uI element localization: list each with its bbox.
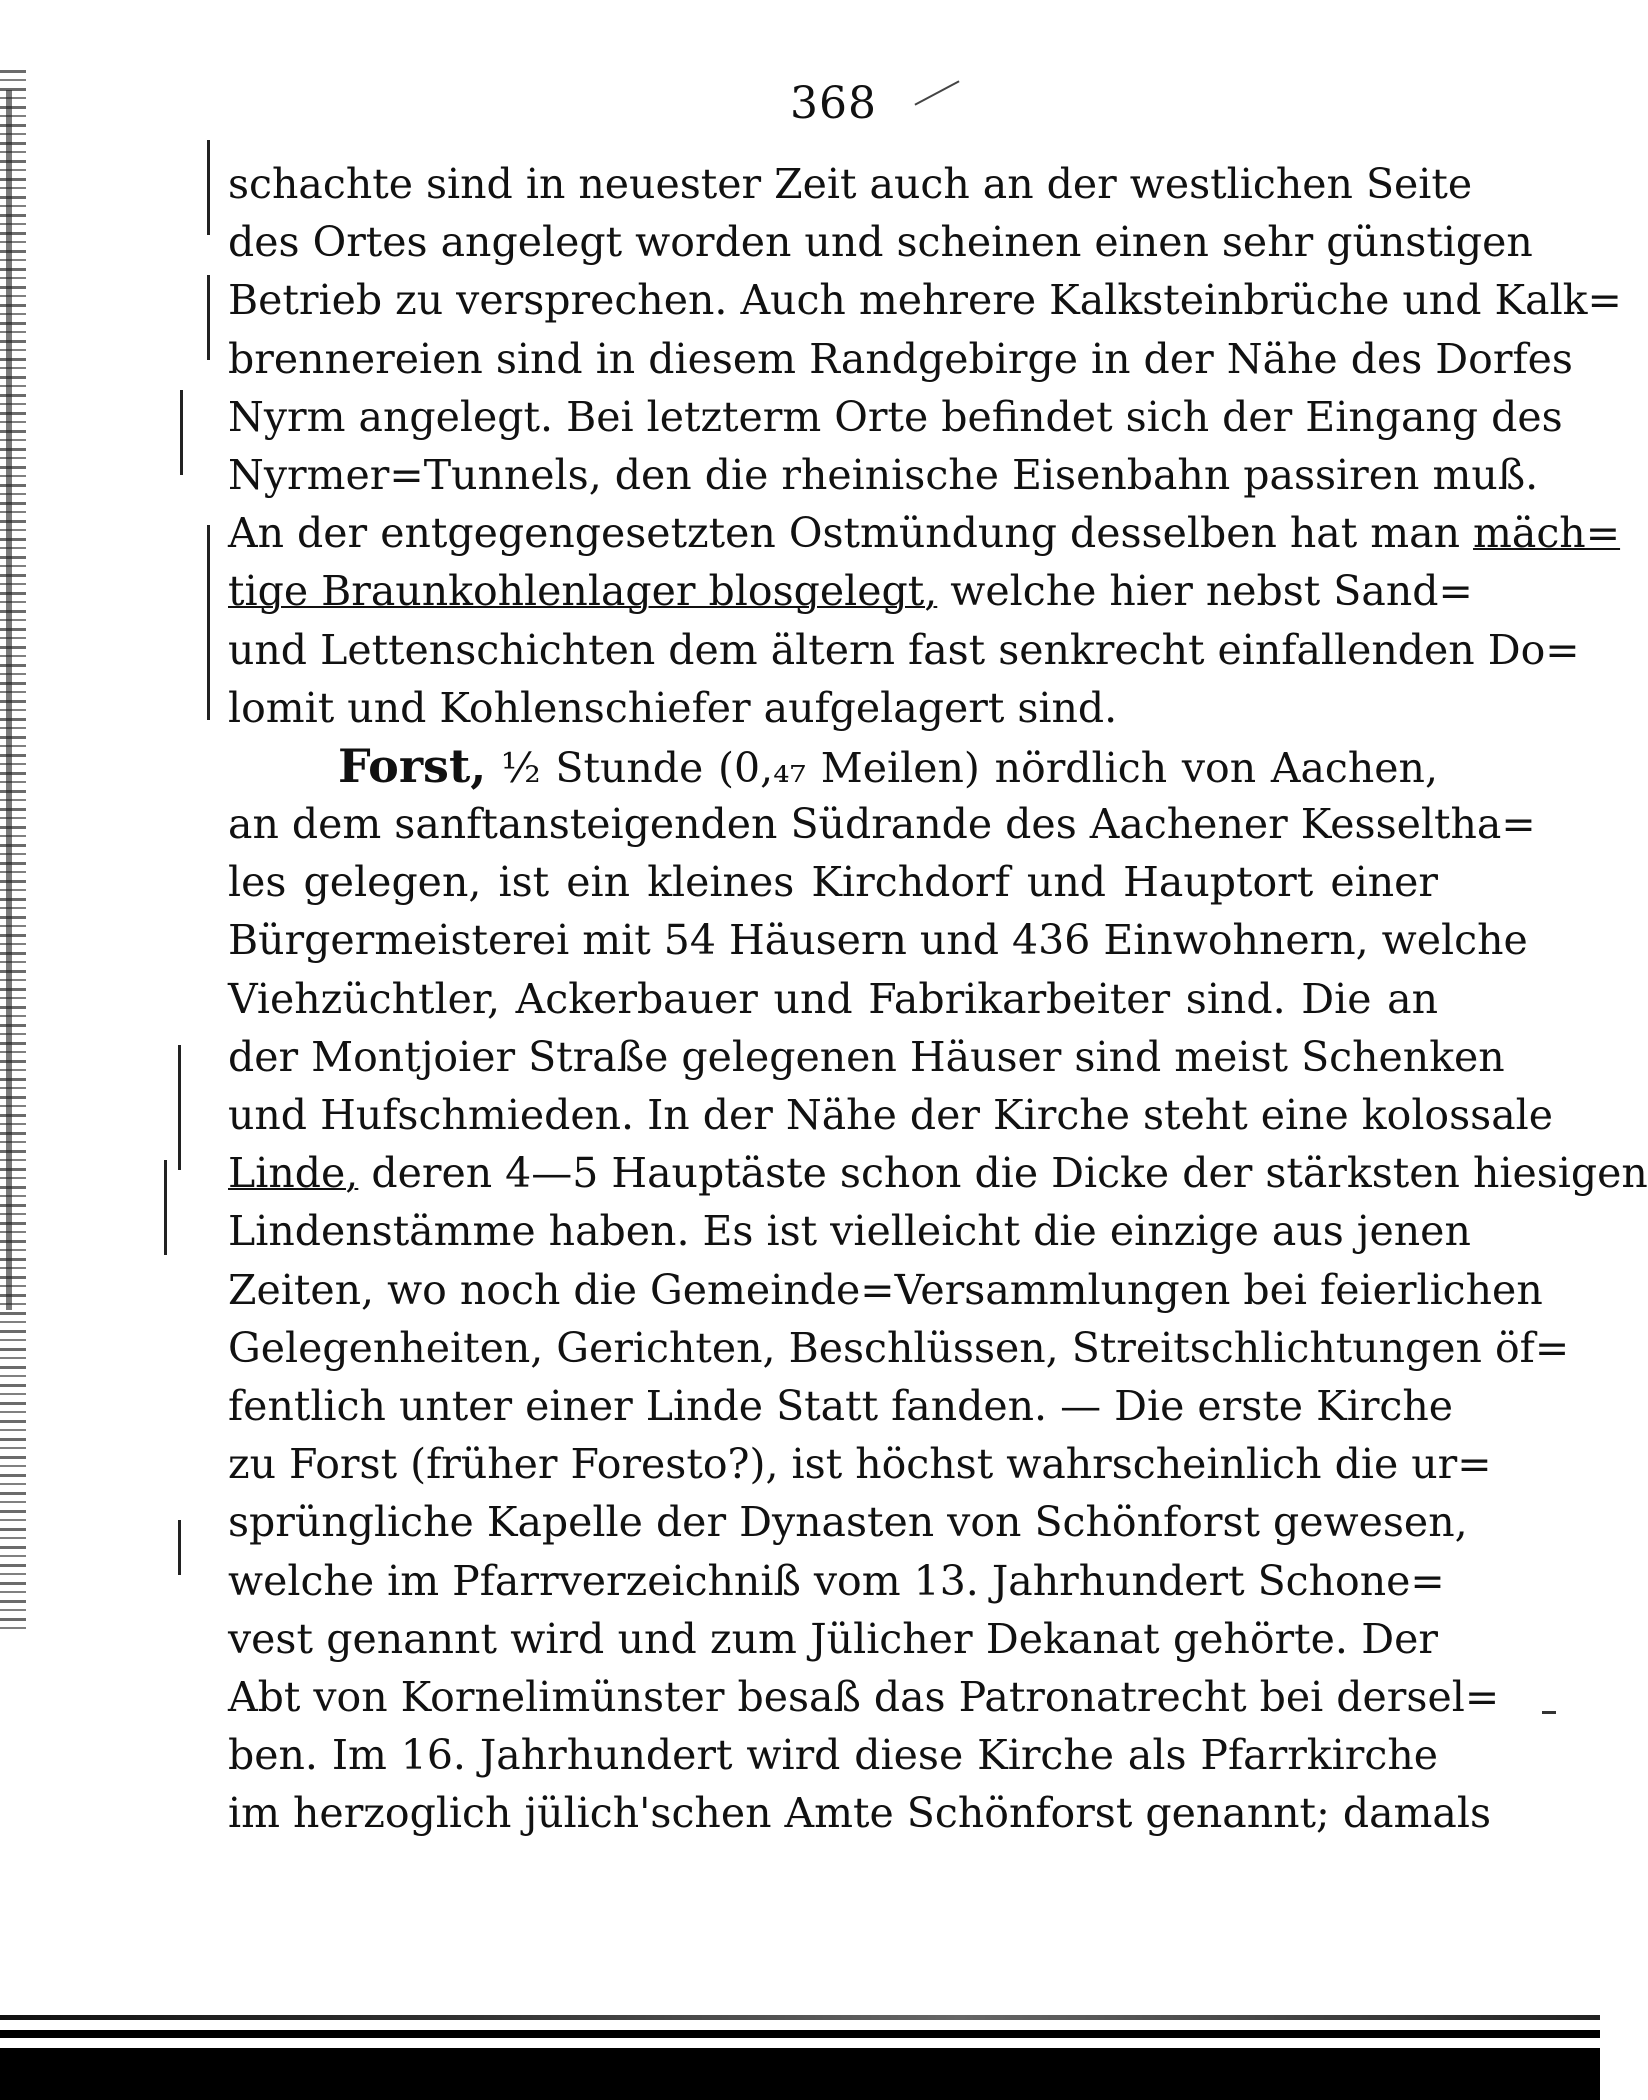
page-number: 368: [790, 78, 877, 129]
text-line: des Ortes angelegt worden und scheinen einen sehr günstigen: [228, 218, 1533, 267]
text-line-rest: welche hier nebst Sand=: [937, 567, 1473, 616]
text-line: schachte sind in neuester Zeit auch an der westlichen Seite: [228, 160, 1473, 208]
text-line: im herzoglich jülich'schen Amte Schönforst genannt; damals: [228, 1789, 1492, 1838]
text-line: zu Forst (früher Foresto?), ist höchst wahrscheinlich die ur=: [228, 1440, 1492, 1489]
body-text: [228, 155, 1648, 1842]
text-line: welche im Pfarrverzeichniß vom 13. Jahrhundert Schone=: [228, 1556, 1445, 1605]
entry-first-line: [228, 737, 1438, 795]
text-line: Nyrmer=Tunnels, den die rheinische Eisenbahn passiren muß.: [228, 450, 1539, 499]
text-line-linde: [228, 1144, 1648, 1202]
margin-mark: [178, 1045, 181, 1170]
margin-mark: [207, 140, 210, 235]
text-line: [228, 504, 1621, 562]
entry-headword: Forst,: [338, 738, 487, 793]
text-line: fentlich unter einer Linde Statt fanden. — Die erste Kirche: [228, 1381, 1454, 1430]
pencil-tick-mark: [914, 80, 959, 105]
underlined-word: Linde,: [228, 1149, 359, 1198]
scan-edge-line: [0, 2015, 1600, 2020]
text-line: Bürgermeisterei mit 54 Häusern und 436 Einwohnern, welche: [228, 916, 1528, 965]
entry-first-line-rest: ½ Stunde (0,₄₇ Meilen) nördlich von Aachen,: [500, 743, 1438, 792]
margin-mark: [178, 1520, 181, 1575]
scan-edge-band: [0, 2030, 1600, 2038]
text-line: Betrieb zu versprechen. Auch mehrere Kalksteinbrüche und Kalk=: [228, 276, 1622, 325]
text-line: sprüngliche Kapelle der Dynasten von Schönforst gewesen,: [228, 1498, 1468, 1547]
text-line: Abt von Kornelimünster besaß das Patronatrecht bei dersel=: [228, 1672, 1500, 1721]
text-line: Zeiten, wo noch die Gemeinde=Versammlungen bei feierlichen: [228, 1265, 1543, 1314]
scan-bottom-shadow: [0, 2048, 1600, 2100]
text-line: ben. Im 16. Jahrhundert wird diese Kirche als Pfarrkirche: [228, 1731, 1438, 1780]
text-line: und Lettenschichten dem ältern fast senkrecht einfallenden Do=: [228, 625, 1580, 674]
binding-shadow: [6, 90, 12, 1310]
text-line: Viehzüchtler, Ackerbauer und Fabrikarbeiter sind. Die an: [228, 974, 1438, 1023]
text-line: der Montjoier Straße gelegenen Häuser sind meist Schenken: [228, 1032, 1505, 1081]
margin-mark: [207, 525, 210, 720]
text-line: Gelegenheiten, Gerichten, Beschlüssen, Streitschlichtungen öf=: [228, 1323, 1570, 1372]
text-line: les gelegen, ist ein kleines Kirchdorf und Hauptort einer: [228, 858, 1438, 907]
text-line: vest genannt wird und zum Jülicher Dekanat gehörte. Der: [228, 1614, 1438, 1663]
underlined-word: mäch=: [1473, 509, 1621, 558]
text-line-rest: An der entgegengesetzten Ostmündung desselben hat man: [228, 509, 1474, 558]
margin-dash: [1542, 1711, 1556, 1714]
text-line: lomit und Kohlenschiefer aufgelagert sind.: [228, 683, 1118, 732]
text-line: Nyrm angelegt. Bei letzterm Orte befindet sich der Eingang des: [228, 392, 1563, 441]
margin-mark: [164, 1160, 167, 1255]
binding-edge: [0, 70, 26, 1630]
margin-mark: [180, 390, 183, 475]
text-line: an dem sanftansteigenden Südrande des Aachener Kesseltha=: [228, 800, 1536, 849]
margin-mark: [207, 275, 210, 360]
text-line: und Hufschmieden. In der Nähe der Kirche steht eine kolossale: [228, 1091, 1554, 1139]
underlined-phrase: tige Braunkohlenlager blosgelegt,: [228, 567, 938, 616]
text-line-underlined: [228, 562, 1473, 620]
text-line: Lindenstämme haben. Es ist vielleicht die einzige aus jenen: [228, 1207, 1471, 1256]
text-line-rest: deren 4—5 Hauptäste schon die Dicke der stärksten hiesigen: [358, 1149, 1648, 1198]
text-line: brennereien sind in diesem Randgebirge in der Nähe des Dorfes: [228, 334, 1573, 383]
